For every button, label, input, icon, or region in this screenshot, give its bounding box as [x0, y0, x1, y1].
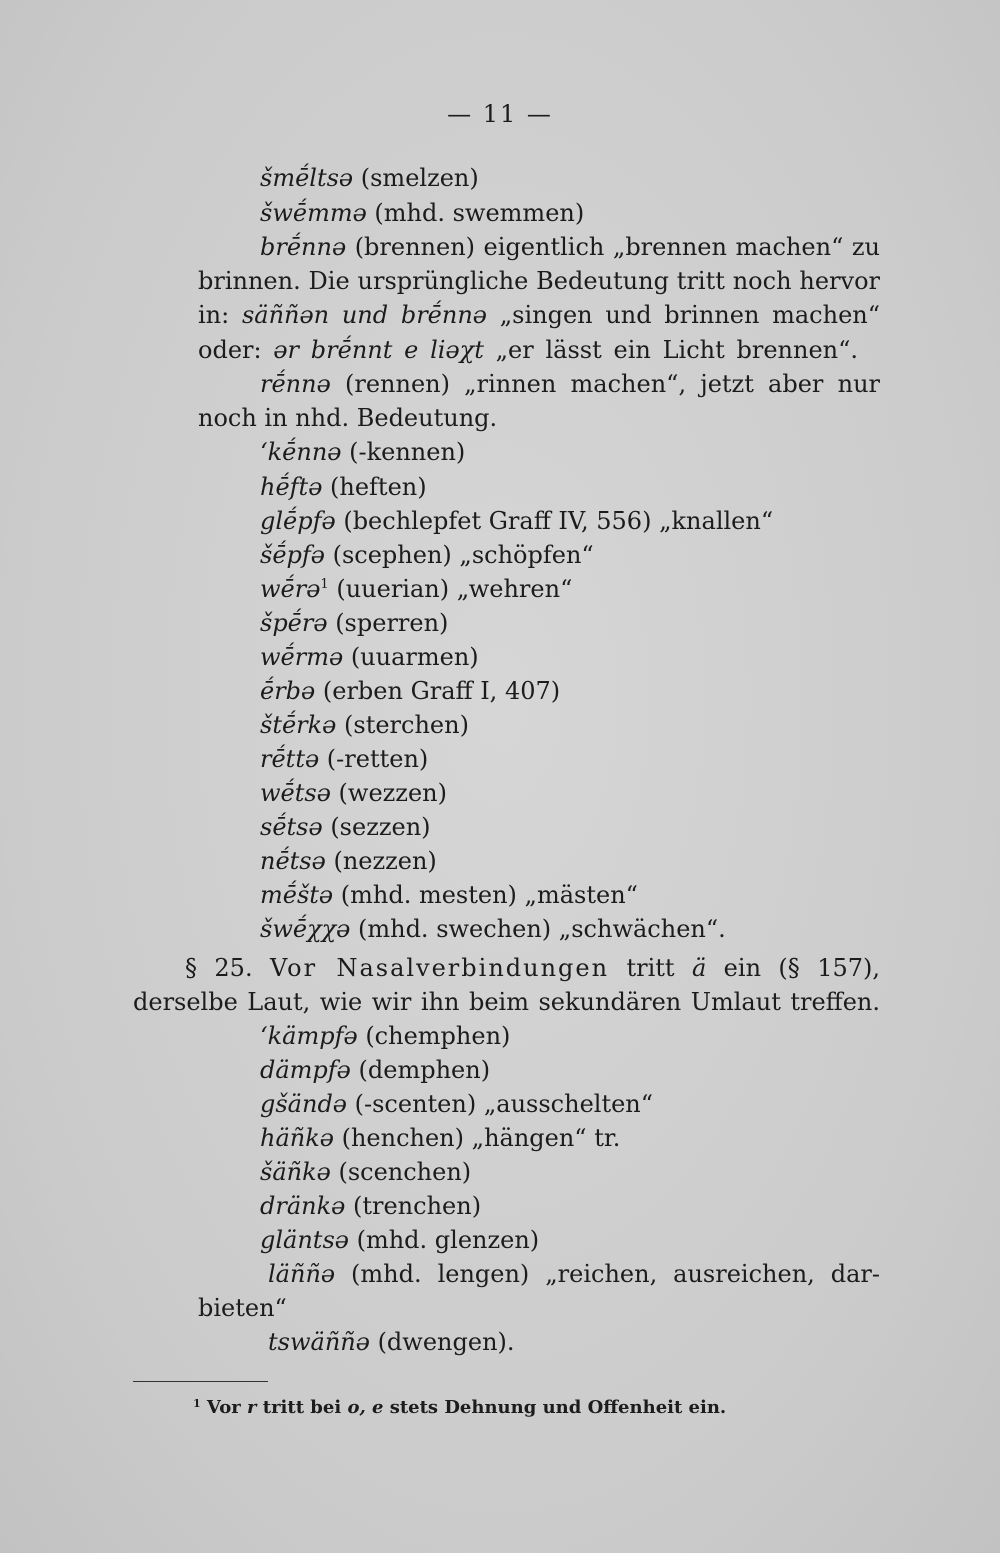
text-line: bieten“ [198, 1294, 287, 1322]
text-line: gläntsə (mhd. glenzen) [260, 1226, 540, 1254]
text-line: sḗtsə (sezzen) [260, 813, 431, 841]
page-number: — 11 — [447, 100, 553, 128]
text-line: wḗrmə (uuarmen) [260, 643, 479, 671]
text-line: hḗftə (heften) [260, 473, 427, 501]
text-line: derselbe Laut, wie wir ihn beim sekundären Umlaut treffen. [133, 988, 880, 1016]
text-line: wḗtsə (wezzen) [260, 779, 447, 807]
section-heading-line: § 25. Vor Nasalverbindungen tritt ä ein (§ 157), [185, 954, 880, 982]
text-line: šḗpfə (scephen) „schöpfen“ [260, 541, 594, 569]
text-line: šmḗltsə (smelzen) [260, 164, 479, 192]
text-line: häñkə (henchen) „hängen“ tr. [260, 1124, 621, 1152]
text-line: in: säññən und brḗnnə „singen und brinnen machen“ [198, 301, 881, 329]
text-line: nḗtsə (nezzen) [260, 847, 437, 875]
text-line: dränkə (trenchen) [260, 1192, 482, 1220]
text-line: mḗštə (mhd. mesten) „mästen“ [260, 881, 638, 909]
text-line: rḗttə (-retten) [260, 745, 429, 773]
footnote: $^1$ Vor r tritt bei o, e stets Dehnung und Offenheit ein. [193, 1397, 727, 1418]
text-line: gšändə (-scenten) „ausschelten“ [260, 1090, 654, 1118]
text-line: šwḗχχə (mhd. swechen) „schwächen“. [260, 915, 726, 943]
text-line: läññə (mhd. lengen) „reichen, ausreichen, dar- [268, 1260, 880, 1288]
text-line: wḗrə$^1$ (uuerian) „wehren“ [260, 575, 573, 603]
text-line: brinnen. Die ursprüngliche Bedeutung tritt noch hervor [198, 267, 880, 295]
footnote-marker: 1 [320, 577, 329, 592]
text-line: ʻkämpfə (chemphen) [260, 1022, 511, 1050]
text-line: štḗrkə (sterchen) [260, 711, 469, 739]
text-line: ʻkḗnnə (-kennen) [260, 438, 466, 466]
text-line: dämpfə (demphen) [260, 1056, 491, 1084]
text-line: rḗnnə (rennen) „rinnen machen“, jetzt aber nur [260, 370, 880, 398]
text-line: špḗrə (sperren) [260, 609, 449, 637]
text-line: oder: ər brḗnnt e liəχt „er lässt ein Licht brennen“. [198, 336, 859, 364]
text-line: glḗpfə (bechlepfet Graff IV, 556) „knallen“ [260, 507, 774, 535]
footnote-divider [133, 1381, 268, 1382]
text-line: tswäññə (dwengen). [268, 1328, 515, 1356]
text-line: noch in nhd. Bedeutung. [198, 404, 498, 432]
text-line: brḗnnə (brennen) eigentlich „brennen machen“ zu [260, 233, 880, 261]
text-line: ḗrbə (erben Graff I, 407) [260, 677, 561, 705]
text-line: šäñkə (scenchen) [260, 1158, 472, 1186]
text-line: šwḗmmə (mhd. swemmen) [260, 199, 585, 227]
